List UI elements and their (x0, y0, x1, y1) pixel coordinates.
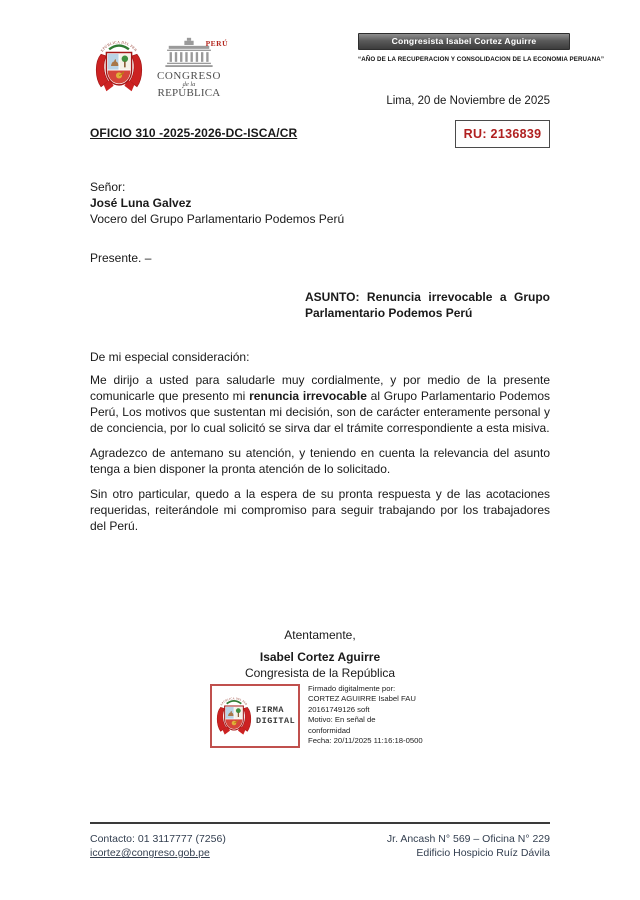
subject-line: ASUNTO: Renuncia irrevocable a Grupo Parlamentario Podemos Perú (305, 290, 550, 320)
paragraph-1-lead: Me dirijo a usted para saludarle muy cordialmente, y por medio de la presente comunicarle que presento mi (90, 373, 550, 403)
firma-digital-label (256, 705, 295, 727)
paragraph-3: Sin otro particular, quedo a la espera de su pronta respuesta y de las acotaciones requeridas, reiterándole mi compromiso para seguir trabajando por los trabajadores del Perú. (90, 487, 550, 533)
signature-detail-line: Motivo: En señal de (308, 715, 376, 725)
greeting-line: De mi especial consideración: (90, 350, 250, 364)
signature-detail-line: Firmado digitalmente por: (308, 684, 396, 693)
ru-registry-box (455, 120, 550, 148)
signer-title: Congresista de la República (244, 666, 396, 680)
year-motto: “AÑO DE LA RECUPERACION Y CONSOLIDACION DE LA ECONOMIA PERUANA” (358, 56, 605, 63)
paragraph-1 (90, 372, 550, 436)
signature-detail-line: 20161749126 soft (308, 704, 370, 714)
presente-line: Presente. – (90, 251, 152, 265)
signature-detail-line: Fecha: 20/11/2025 11:16:18-0500 (308, 736, 423, 746)
closing-atentamente: Atentamente, (284, 628, 356, 642)
congreso-logo (152, 36, 226, 99)
paragraph-1-emphasis: renuncia irrevocable (249, 389, 367, 403)
paragraph-2: Agradezco de antemano su atención, y teniendo en cuenta la relevancia del asunto tenga a bien disponer la pronta atención de lo solicitado. (90, 446, 550, 476)
signer-name: Isabel Cortez Aguirre (259, 650, 381, 664)
congreso-dela: de la (182, 81, 196, 88)
letter-body (90, 349, 550, 543)
oficio-number: OFICIO 310 -2025-2026-DC-ISCA/CR (90, 126, 298, 140)
signature-details (308, 684, 423, 746)
signature-detail-line: CORTEZ AGUIRRE Isabel FAU (308, 694, 416, 704)
recipient-name: José Luna Galvez (90, 196, 192, 210)
congresista-banner: Congresista Isabel Cortez Aguirre (358, 33, 570, 50)
footer-contact (90, 832, 226, 860)
congreso-wordmark: CONGRESO (156, 70, 222, 82)
peru-label: PERÚ (205, 39, 228, 48)
recipient-salutation: Señor: (90, 180, 126, 194)
contact-phone: Contacto: 01 3117777 (7256) (90, 833, 226, 845)
recipient-role: Vocero del Grupo Parlamentario Podemos Perú (90, 212, 345, 226)
firma-word: FIRMA (256, 705, 285, 715)
recipient-block (90, 179, 344, 227)
letterhead-right (358, 33, 605, 63)
address-line-2: Edificio Hospicio Ruíz Dávila (416, 847, 550, 859)
contact-email-link[interactable]: icortez@congreso.gob.pe (90, 847, 210, 859)
digital-word: DIGITAL (256, 716, 296, 726)
paragraph-1-tail: al Grupo Parlamentario Podemos Perú, Los motivos que sustentan mi decisión, son de carácter enteramente personal y de conciencia, por lo cual solicitó se sirva dar el trámite correspondiente a esta misiva. (90, 389, 550, 435)
footer-address (290, 832, 550, 860)
address-line-1: Jr. Ancash N° 569 – Oficina N° 229 (386, 833, 550, 845)
date-line: Lima, 20 de Noviembre de 2025 (386, 95, 550, 107)
ru-registry-number: RU: 2136839 (463, 127, 542, 141)
peru-coat-of-arms (92, 32, 146, 100)
republica-wordmark: REPÚBLICA (157, 87, 221, 99)
stamp-coat-of-arms-icon (214, 688, 254, 744)
footer-divider (90, 822, 550, 824)
closing-block (170, 627, 470, 681)
digital-signature-stamp (210, 684, 300, 748)
signature-detail-line: conformidad (308, 725, 351, 735)
